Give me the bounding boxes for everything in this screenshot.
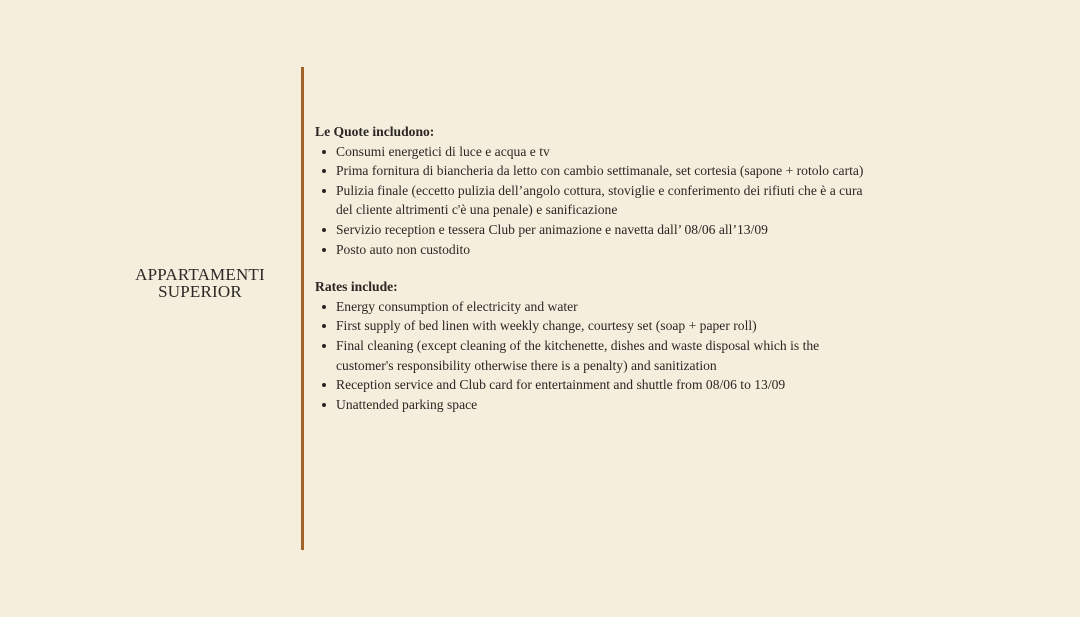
italian-section [315,122,875,259]
list-item: Unattended parking space [336,395,875,415]
title-line-1: APPARTAMENTI [135,265,265,284]
vertical-divider [301,67,304,550]
list-item: Energy consumption of electricity and water [336,297,875,317]
title-line-2: SUPERIOR [158,282,242,301]
list-item: Final cleaning (except cleaning of the kitchenette, dishes and waste disposal which is the customer's responsibility otherwise there is a penalty) and sanitization [336,336,875,375]
rates-content [315,122,875,414]
apartment-type-title [100,266,300,300]
italian-list [315,142,875,260]
list-item: Pulizia finale (eccetto pulizia dell’angolo cottura, stoviglie e conferimento dei rifiuti che è a cura del cliente altrimenti c'è una penale) e sanificazione [336,181,875,220]
english-heading: Rates include: [315,279,398,295]
english-list [315,297,875,415]
italian-heading: Le Quote includono: [315,124,435,139]
list-item: Posto auto non custodito [336,240,875,260]
section-spacer [315,259,875,277]
list-item: Prima fornitura di biancheria da letto con cambio settimanale, set cortesia (sapone + rotolo carta) [336,161,875,181]
list-item: Reception service and Club card for entertainment and shuttle from 08/06 to 13/09 [336,375,875,395]
list-item: Servizio reception e tessera Club per animazione e navetta dall’ 08/06 all’13/09 [336,220,875,240]
list-item: Consumi energetici di luce e acqua e tv [336,142,875,162]
english-section [315,277,875,414]
list-item: First supply of bed linen with weekly change, courtesy set (soap + paper roll) [336,316,875,336]
